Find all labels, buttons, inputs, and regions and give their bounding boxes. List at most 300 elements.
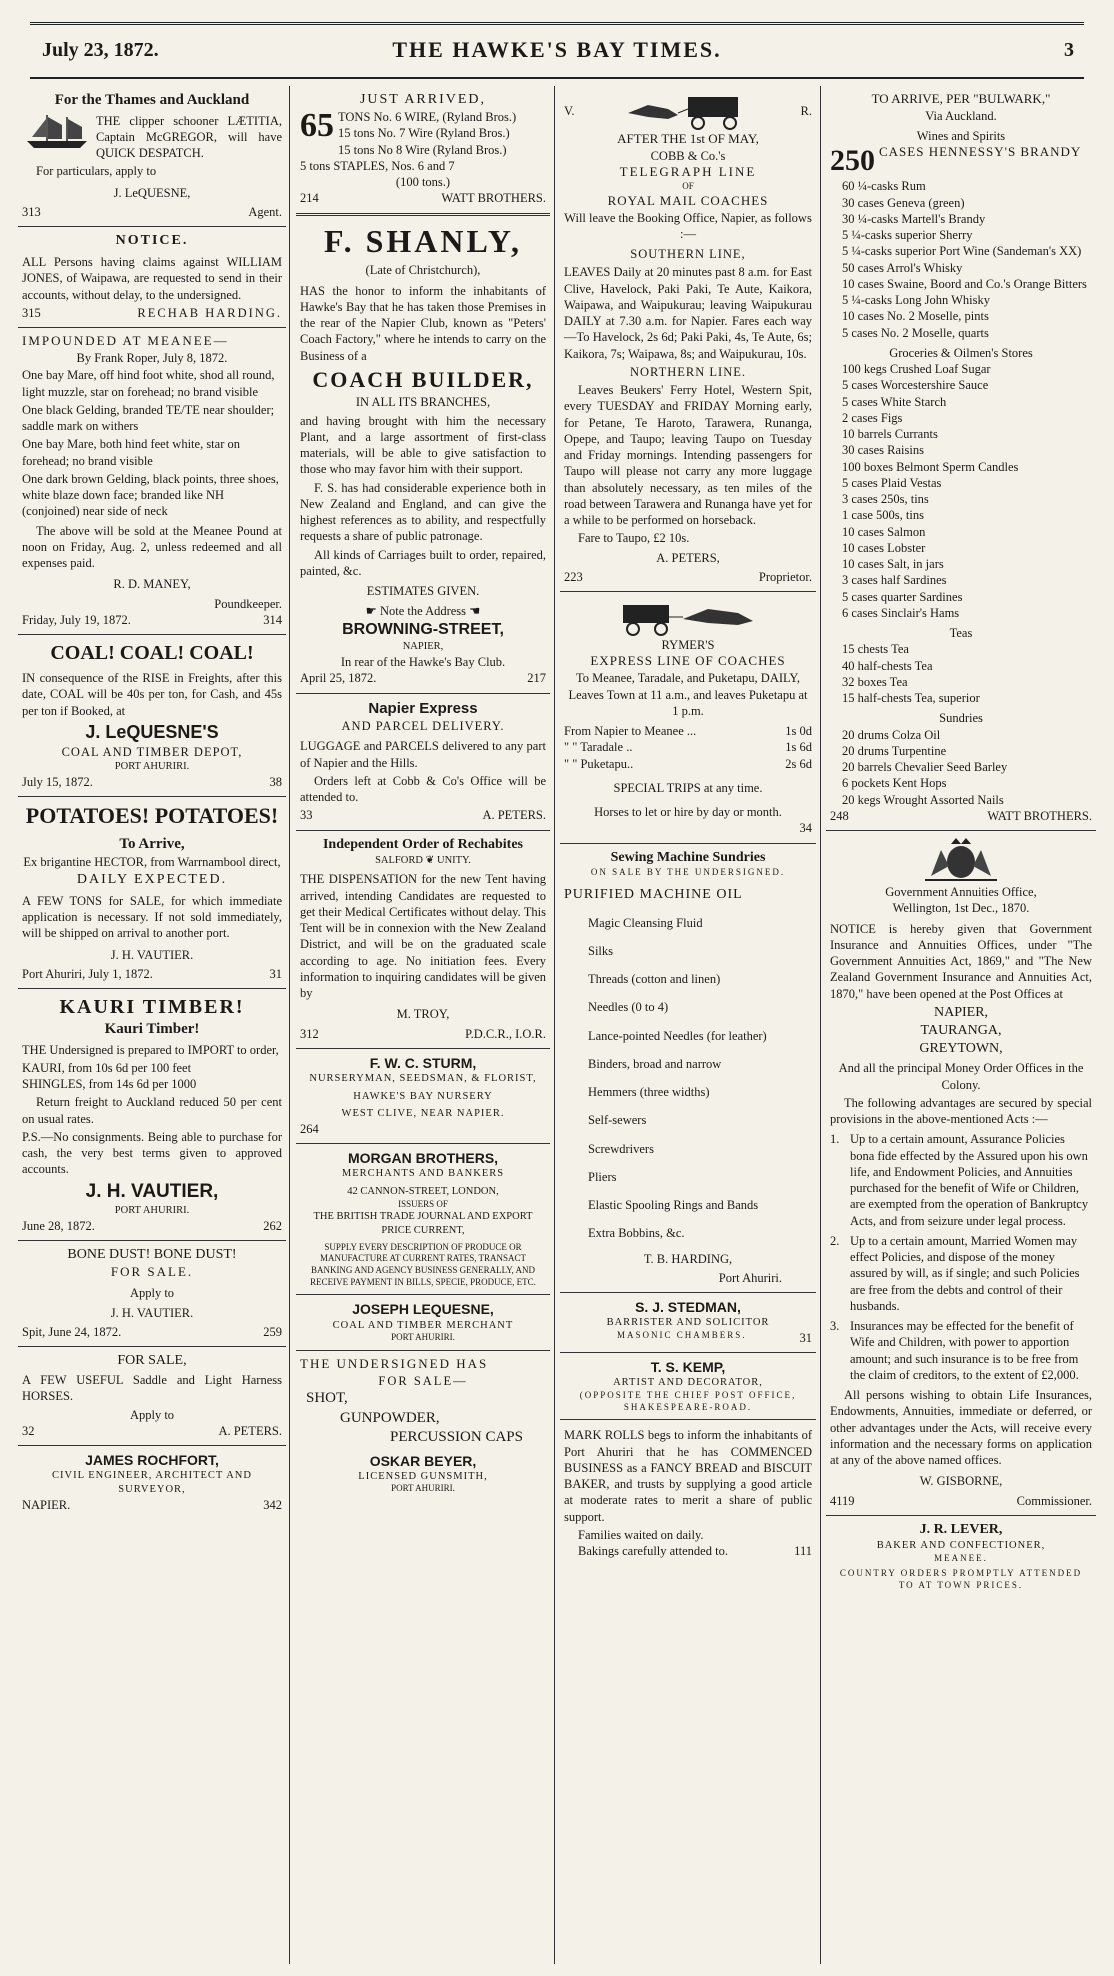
- ad-number: 217: [527, 671, 546, 686]
- ad-body: THE DISPENSATION for the new Tent having arrived, intending Candidates are requested to get their Medical Certificates without delay. This Tent will be in connexion with the New Zealand District, and will be on the graduated scale according to age. No initiation fees. Every information to inquiring candidates will be given by: [300, 872, 546, 1001]
- ad-signature: RECHAB HARDING.: [137, 305, 282, 320]
- ad-number: 34: [799, 821, 812, 836]
- ad-role: Agent.: [248, 204, 282, 219]
- column-rule: [554, 86, 555, 1964]
- ad-heading: JOSEPH LEQUESNE,: [352, 1301, 494, 1318]
- ad-signature: J. H. VAUTIER,: [85, 1180, 219, 1202]
- ad-shanly: [296, 216, 550, 694]
- ad-rymer: [560, 592, 816, 843]
- ad-subheading: ON SALE BY THE UNDERSIGNED.: [590, 866, 786, 877]
- ad-horses: [18, 1347, 286, 1446]
- ad-heading: JUST ARRIVED,: [359, 92, 487, 107]
- ad-heading: T. S. KEMP,: [650, 1359, 726, 1376]
- list-item: 20 drums Colza Oil: [842, 727, 941, 742]
- item-text: Up to a certain amount, Married Women may effect Policies, and dispose of the money assured by will, as if single; and such Policies are free from the debts and control of their husbands.: [850, 1233, 1080, 1313]
- fare-price: 1s 0d: [785, 724, 812, 738]
- list-item: 10 barrels Currants: [842, 427, 938, 442]
- list-item: 6 cases Sinclair's Hams: [842, 605, 960, 620]
- impound-item: One bay Mare, both hind feet white, star on forehead; no brand visible: [22, 437, 240, 468]
- list-item: [830, 1131, 1092, 1229]
- ad-oil: PURIFIED MACHINE OIL: [564, 887, 743, 903]
- ad-item: PERCUSSION CAPS: [390, 1429, 523, 1446]
- sewing-item: Hemmers (three widths): [588, 1085, 710, 1100]
- sewing-item: Extra Bobbins, &c.: [588, 1226, 685, 1241]
- ad-place: Wellington, 1st Dec., 1870.: [892, 901, 1030, 916]
- ad-line: 15 tons No 8 Wire (Ryland Bros.): [338, 142, 507, 157]
- ad-apply: Apply to: [129, 1407, 175, 1422]
- list-item: 3 cases half Sardines: [842, 573, 947, 588]
- item-text: Up to a certain amount, Assurance Policies bona fide effected by the Assured upon his own life, and Endowment Policies, and Annuities purchased for the benefit of Wife or Children, are exempted from the operation of Bankruptcy Acts, and from seizure under legal process.: [850, 1132, 1089, 1228]
- ad-place: PORT AHURIRI.: [391, 1332, 455, 1343]
- ad-place: PORT AHURIRI.: [114, 761, 190, 773]
- ad-street: BROWNING-STREET,: [342, 620, 504, 638]
- ad-role: BAKER AND CONFECTIONER,: [876, 1540, 1046, 1552]
- ad-line: FOR SALE—: [378, 1373, 468, 1388]
- ad-heading: POTATOES! POTATOES!: [25, 803, 279, 829]
- ad-body: and having brought with him the necessary Plant, and a large assortment of first-class materials, will be able to give satisfaction to those who may favor him with their support.: [300, 413, 546, 477]
- fare-table: [564, 723, 812, 772]
- ad-bulwark: [826, 86, 1096, 831]
- ad-item: GUNPOWDER,: [340, 1409, 440, 1426]
- ad-number: 315: [22, 305, 41, 320]
- page-number: 3: [1064, 39, 1074, 61]
- ad-annuities: [826, 831, 1096, 1516]
- ad-body: Leaves Beukers' Ferry Hotel, Western Spit, every TUESDAY and FRIDAY Morning early, for Petane, Te Haroto, Tarawera, Runanga, Opepe, and Taupo; leaving Taupo on Tuesday and Friday mornings. Intending passengers for Taupo will please not carry any more luggage than absolutely necessary, as ten miles of the road between Tarawera and Runanga have yet for a while to be performed on horseback.: [564, 383, 812, 528]
- ad-lequesne: [296, 1295, 550, 1351]
- list-item: 1 case 500s, tins: [842, 508, 924, 523]
- ad-number: 31: [799, 1330, 812, 1345]
- ad-heading: NOTICE.: [115, 233, 189, 248]
- ad-line: Families waited on daily.: [578, 1527, 704, 1542]
- ad-body: MARK ROLLS begs to inform the inhabitants of Port Ahuriri that he has COMMENCED BUSINESS as a FANCY BREAD and BISCUIT BAKER, and trusts by supplying a good article at moderate rates to merit a share of public support.: [564, 1428, 812, 1524]
- list-item: [830, 1233, 1092, 1314]
- list-item: 5 ¼-casks Long John Whisky: [842, 293, 991, 308]
- list-item: 6 pockets Kent Hops: [842, 776, 947, 791]
- ad-northern: NORTHERN LINE.: [629, 364, 746, 379]
- ad-stedman: [560, 1293, 816, 1353]
- ad-body: A FEW TONS for SALE, for which immediate application is necessary. If not sold immediately, will be shipped on arrival to another port.: [22, 893, 282, 941]
- ad-number: 264: [300, 1122, 319, 1136]
- ad-body: The above will be sold at the Meanee Pound at noon on Friday, Aug. 2, unless redeemed and all expenses paid.: [22, 523, 282, 571]
- impound-list: [22, 366, 282, 520]
- fare-price: 1s 6d: [785, 740, 812, 755]
- ad-subheading: AND PARCEL DELIVERY.: [341, 719, 505, 734]
- ad-big-number: 250: [830, 144, 875, 178]
- fare-route: From Napier to Meanee ...: [564, 724, 697, 738]
- ad-role: Poundkeeper.: [214, 596, 282, 611]
- item-number: 3.: [830, 1319, 840, 1334]
- ad-signature: W. GISBORNE,: [919, 1474, 1003, 1489]
- ad-date: Port Ahuriri, July 1, 1872.: [22, 966, 153, 981]
- ad-place: MASONIC CHAMBERS.: [616, 1329, 747, 1340]
- ad-number: 312: [300, 1026, 319, 1041]
- ad-signature: T. B. HARDING,: [643, 1251, 733, 1266]
- ad-unity: [300, 854, 546, 868]
- ad-line: ROYAL MAIL COACHES: [607, 192, 769, 208]
- ad-supply: SUPPLY EVERY DESCRIPTION OF PRODUCE OR MANUFACTURE AT CURRENT RATES, TRANSACT BANKING AND AGENCY BUSINESS GENERALLY, AND RECEIVE PAYMENT IN BILLS, SPECIE, PRODUCE, ETC.: [310, 1241, 536, 1287]
- fare-row: [564, 739, 812, 755]
- ad-rechabites: [296, 831, 550, 1049]
- list-item: 5 cases Plaid Vestas: [842, 475, 942, 490]
- list-item: 5 cases quarter Sardines: [842, 589, 963, 604]
- ad-heading: F. SHANLY,: [323, 222, 523, 259]
- ad-note: [300, 603, 546, 619]
- ad-signature: JAMES ROCHFORT,: [85, 1452, 219, 1469]
- ad-number: 38: [269, 775, 282, 790]
- ad-thames-schooner: [18, 86, 286, 227]
- ad-body: F. S. has had considerable experience both in New Zealand and England, and can give the highest references as to ability, and respectfully requests a share of public patronage.: [300, 480, 546, 544]
- ad-role: LICENSED GUNSMITH,: [358, 1470, 488, 1482]
- ad-expected: DAILY EXPECTED.: [76, 871, 228, 887]
- ad-line: KAURI, from 10s 6d per 100 feet: [22, 1060, 192, 1075]
- ad-line: And all the principal Money Order Offices in the Colony.: [838, 1061, 1084, 1092]
- list-item: 20 kegs Wrought Assorted Nails: [842, 792, 1004, 807]
- ad-date: Friday, July 19, 1872.: [22, 612, 131, 627]
- ad-r-mark: R.: [800, 103, 812, 118]
- ad-signature: J. H. VAUTIER.: [110, 947, 194, 962]
- issue-date: July 23, 1872.: [42, 39, 159, 61]
- ad-body: THE Undersigned is prepared to IMPORT to order,: [22, 1042, 279, 1057]
- ad-body: Orders left at Cobb & Co's Office will be attended to.: [300, 773, 546, 805]
- ad-line: OF: [682, 181, 694, 192]
- ad-town: NAPIER,: [402, 641, 444, 653]
- ad-line: The following advantages are secured by special provisions in the above-mentioned Acts :—: [830, 1095, 1092, 1127]
- ad-rochfort: [18, 1446, 286, 1519]
- ad-number: 259: [263, 1324, 282, 1339]
- list-item: 15 chests Tea: [842, 642, 909, 657]
- newspaper-title: THE HAWKE'S BAY TIMES.: [392, 37, 722, 62]
- ad-place: NAPIER.: [22, 1497, 71, 1512]
- ad-signature: OSKAR BEYER,: [369, 1452, 477, 1469]
- ad-role: NURSERYMAN, SEEDSMAN, & FLORIST,: [309, 1073, 537, 1085]
- ad-place: PORT AHURIRI.: [391, 1483, 455, 1494]
- ad-sewing: [560, 844, 816, 1294]
- ad-line: TONS No. 6 WIRE, (Ryland Bros.): [338, 110, 517, 125]
- ad-role: BARRISTER AND SOLICITOR: [606, 1317, 770, 1329]
- list-item: 5 ¼-casks superior Sherry: [842, 228, 973, 243]
- ad-number: 31: [269, 966, 282, 981]
- ad-heading: EXPRESS LINE OF COACHES: [590, 653, 786, 669]
- ad-office: Government Annuities Office,: [885, 885, 1037, 900]
- ad-role: P.D.C.R., I.O.R.: [465, 1026, 546, 1041]
- ad-heading: MORGAN BROTHERS,: [347, 1150, 499, 1167]
- grocery-list: [830, 361, 1092, 621]
- ad-kauri-timber: [18, 989, 286, 1241]
- ad-lever: [826, 1516, 1096, 1598]
- ad-number: 248: [830, 808, 849, 823]
- ad-big-number: 65: [300, 107, 334, 145]
- list-item: 30 cases Raisins: [842, 443, 924, 458]
- sewing-item: Binders, broad and narrow: [588, 1056, 722, 1071]
- ad-heading: KAURI TIMBER!: [59, 996, 245, 1019]
- ad-v-mark: V.: [564, 103, 575, 118]
- ad-number: 262: [263, 1218, 282, 1233]
- ad-unity-label: UNITY.: [436, 854, 471, 866]
- column-3: [560, 86, 816, 1964]
- ad-line: 5 tons STAPLES, Nos. 6 and 7: [300, 158, 455, 173]
- ad-body: NOTICE is hereby given that Government Insurance and Annuities Offices, under "The Government Annuities Act, 1869," and "The New Zealand Government Insurance and Annuities Act, 1870," have been opened at the Post Offices at: [830, 921, 1092, 1001]
- sewing-item: Lance-pointed Needles (for leather): [588, 1028, 767, 1043]
- ad-heading: Independent Order of Rechabites: [322, 836, 524, 852]
- ad-heading: IMPOUNDED AT MEANEE—: [22, 333, 229, 349]
- fare-route: " " Taradale ..: [564, 740, 633, 755]
- sewing-item: Threads (cotton and linen): [588, 972, 721, 987]
- ad-via: Via Auckland.: [925, 108, 997, 123]
- ad-number: 4119: [830, 1493, 855, 1508]
- ad-heading: COAL! COAL! COAL!: [50, 642, 254, 665]
- pointing-hand-icon: ☚: [469, 604, 481, 619]
- ad-apply: For particulars, apply to: [36, 164, 157, 179]
- ad-number: 342: [263, 1497, 282, 1512]
- ad-signature: A. PETERS,: [656, 550, 720, 565]
- ad-orders: COUNTRY ORDERS PROMPTLY ATTENDED TO AT TOWN PRICES.: [839, 1568, 1083, 1591]
- ad-wire: [296, 86, 550, 216]
- ad-date: April 25, 1872.: [300, 671, 377, 686]
- list-item: 32 boxes Tea: [842, 674, 908, 689]
- list-item: 10 cases No. 2 Moselle, pints: [842, 309, 989, 324]
- ad-byline: By Frank Roper, July 8, 1872.: [76, 351, 228, 366]
- ad-body: A FEW USEFUL Saddle and Light Harness HORSES.: [22, 1373, 282, 1404]
- ad-line: Will leave the Booking Office, Napier, as follows :—: [564, 210, 812, 241]
- ad-trade: COACH BUILDER,: [312, 366, 534, 392]
- ad-fare: Fare to Taupo, £2 10s.: [578, 531, 690, 546]
- ad-item: SHOT,: [306, 1390, 348, 1407]
- ad-heading: J. R. LEVER,: [919, 1521, 1003, 1537]
- ad-potatoes: [18, 797, 286, 989]
- ad-body: THE clipper schooner LÆTITIA, Captain McGREGOR, will have QUICK DESPATCH.: [96, 113, 282, 160]
- advantages-list: [830, 1131, 1092, 1383]
- list-item: 5 ¼-casks superior Port Wine (Sandeman's XX): [842, 244, 1082, 259]
- column-4: [826, 86, 1096, 1964]
- ad-mark-rolls: [560, 1420, 816, 1565]
- ad-beyer: [296, 1351, 550, 1501]
- ad-number: 313: [22, 204, 41, 219]
- ad-place: WEST CLIVE, NEAR NAPIER.: [341, 1108, 505, 1120]
- list-item: 10 cases Lobster: [842, 540, 926, 555]
- list-item: 100 boxes Belmont Sperm Candles: [842, 459, 1019, 474]
- list-item: 50 cases Arrol's Whisky: [842, 260, 963, 275]
- sewing-item: Pliers: [588, 1169, 617, 1184]
- ad-signature: A. PETERS.: [218, 1423, 282, 1438]
- section-teas: Teas: [949, 626, 973, 641]
- fare-row: [564, 723, 812, 739]
- section-wines: Wines and Spirits: [916, 129, 1006, 144]
- ad-place: MEANEE.: [934, 1552, 988, 1563]
- impound-item: One dark brown Gelding, black points, three shoes, white blaze down face; branded like NH (conjoined) near side of neck: [22, 471, 279, 519]
- fare-route: " " Puketapu..: [564, 756, 634, 771]
- list-item: 5 cases No. 2 Moselle, quarts: [842, 325, 989, 340]
- ad-role: MERCHANTS AND BANKERS: [341, 1168, 505, 1180]
- section-groceries: Groceries & Oilmen's Stores: [889, 345, 1033, 360]
- ad-horses: Horses to let or hire by day or month.: [594, 805, 782, 819]
- fare-price: 2s 6d: [785, 756, 812, 771]
- ad-town: NAPIER,: [933, 1004, 989, 1020]
- ad-salford: SALFORD: [375, 854, 423, 866]
- ad-heading: Sewing Machine Sundries: [610, 849, 766, 865]
- sewing-item: Screwdrivers: [588, 1141, 654, 1156]
- list-item: 10 cases Salt, in jars: [842, 557, 944, 572]
- ad-notice-jones: [18, 227, 286, 328]
- ad-line: Return freight to Auckland reduced 50 per cent on usual rates.: [22, 1095, 282, 1126]
- ad-heading: FOR SALE,: [117, 1353, 187, 1369]
- list-item: 5 cases Worcestershire Sauce: [842, 378, 989, 393]
- sewing-item: Needles (0 to 4): [588, 1000, 669, 1015]
- ad-cobb-coaches: [560, 86, 816, 592]
- ad-signature: RYMER'S: [661, 638, 715, 653]
- ad-subheading: Kauri Timber!: [104, 1021, 200, 1038]
- ad-signature: J. H. VAUTIER.: [110, 1305, 194, 1320]
- list-item: [830, 1318, 1092, 1383]
- column-rule: [820, 86, 821, 1964]
- ad-body: All kinds of Carriages built to order, repaired, painted, &c.: [300, 547, 546, 578]
- ad-role: COAL AND TIMBER MERCHANT: [332, 1319, 514, 1331]
- ad-body: LEAVES Daily at 20 minutes past 8 a.m. for East Clive, Havelock, Paki Paki, Te Aute, Kaikora, Waipawa, and Waipukurau; leaving Waipukurau DAILY at 7.30 a.m. for Napier. Fares each way—To Havelock, 2s 6d; Paki Paki, 4s, Te Aute, 6s; Kaikora, 7s; Waipawa, 8s; and Waipukurau, 10s.: [564, 265, 812, 361]
- ad-bone-dust: [18, 1241, 286, 1347]
- ad-place: Port Ahuriri.: [718, 1270, 782, 1285]
- ad-body: All persons wishing to obtain Life Insurances, Endowments, Annuities, immediate or deferred, or other advantages under the Acts, will receive every information and the necessary forms on application at any of the above named offices.: [830, 1388, 1092, 1468]
- ad-sale: FOR SALE.: [110, 1264, 194, 1280]
- ad-journal: THE BRITISH TRADE JOURNAL AND EXPORT PRICE CURRENT,: [313, 1211, 533, 1237]
- ad-heading: Napier Express: [368, 699, 478, 717]
- ad-addr: 42 CANNON-STREET, LONDON,: [347, 1186, 499, 1198]
- ad-line: SHINGLES, from 14s 6d per 1000: [22, 1077, 197, 1092]
- ad-heading: BONE DUST! BONE DUST!: [67, 1247, 237, 1263]
- ad-addr: (OPPOSITE THE CHIEF POST OFFICE, SHAKESPEARE-ROAD.: [579, 1389, 797, 1412]
- ad-date: June 28, 1872.: [22, 1218, 95, 1233]
- section-sundries: Sundries: [939, 711, 983, 726]
- ad-line: (100 tons.): [395, 175, 451, 190]
- ad-nursery: HAWKE'S BAY NURSERY: [353, 1090, 493, 1102]
- ad-impounded: [18, 328, 286, 635]
- list-item: 2 cases Figs: [842, 410, 903, 425]
- ad-number: 33: [300, 808, 313, 823]
- ad-subheading: To Meanee, Taradale, and Puketapu, DAILY,: [576, 671, 800, 686]
- ad-signature: WATT BROTHERS.: [441, 191, 546, 206]
- column-2: [296, 86, 550, 1964]
- ad-line: 15 tons No. 7 Wire (Ryland Bros.): [338, 126, 510, 141]
- item-text: Insurances may be effected for the benefit of Wife and Children, with power to apportion amount; and such insurance is to be free from the claim of creditors, to the extent of £2,000.: [850, 1319, 1079, 1382]
- ad-line: P.S.—No consignments. Being able to purchase for cash, the very best terms given to approved accounts.: [22, 1129, 282, 1177]
- emblem-icon: ❦: [425, 854, 435, 866]
- list-item: 40 half-chests Tea: [842, 658, 933, 673]
- list-item: 100 kegs Crushed Loaf Sugar: [842, 362, 991, 377]
- stagecoach-icon: [618, 91, 758, 131]
- ad-morgan: [296, 1144, 550, 1295]
- ad-date: Spit, June 24, 1872.: [22, 1324, 122, 1339]
- ad-rear: In rear of the Hawke's Bay Club.: [340, 655, 506, 670]
- fare-row: [564, 756, 812, 772]
- masthead: [30, 22, 1084, 79]
- list-item: 20 drums Turpentine: [842, 743, 947, 758]
- list-item: 5 cases White Starch: [842, 394, 947, 409]
- ad-number: 111: [794, 1544, 812, 1559]
- item-number: 2.: [830, 1233, 840, 1248]
- royal-coat-of-arms-icon: [901, 836, 1021, 884]
- ad-number: 214: [300, 191, 319, 206]
- ad-role: ARTIST AND DECORATOR,: [613, 1377, 763, 1389]
- ad-role: Proprietor.: [758, 569, 812, 584]
- ad-signature: R. D. MANEY,: [113, 577, 191, 592]
- coach-icon: [613, 597, 763, 637]
- impound-item: One black Gelding, branded TE/TE near shoulder; saddle mark on withers: [22, 402, 275, 434]
- ad-heading: F. W. C. STURM,: [369, 1054, 477, 1071]
- ad-apply: Apply to: [129, 1286, 175, 1301]
- list-item: 20 barrels Chevalier Seed Barley: [842, 760, 1008, 775]
- ad-estimates: ESTIMATES GIVEN.: [366, 584, 480, 599]
- ad-body: ALL Persons having claims against WILLIAM JONES, of Waipawa, are requested to send in their accounts, without delay, to the undersigned.: [22, 255, 282, 302]
- ad-signature: M. TROY,: [396, 1007, 450, 1022]
- sewing-item: Magic Cleansing Fluid: [588, 915, 703, 930]
- ad-line: THE UNDERSIGNED HAS: [300, 1355, 489, 1371]
- ad-body: LUGGAGE and PARCELS delivered to any part of Napier and the Hills.: [300, 739, 546, 770]
- sewing-item: Self-sewers: [588, 1113, 647, 1128]
- ad-signature: WATT BROTHERS.: [987, 808, 1092, 823]
- ad-subheading: To Arrive,: [119, 835, 185, 852]
- ad-note-label: Note the Address: [379, 604, 467, 619]
- ad-body: IN consequence of the RISE in Freights, after this date, COAL will be 40s per ton, for Cash, and 45s per ton if Booked, at: [22, 671, 282, 718]
- list-item: 30 ¼-casks Martell's Brandy: [842, 211, 986, 226]
- ad-issuers: ISSUERS OF: [398, 1198, 448, 1209]
- ad-special: SPECIAL TRIPS at any time.: [613, 780, 763, 795]
- ad-place: PORT AHURIRI.: [114, 1205, 190, 1217]
- list-item: 60 ¼-casks Rum: [842, 179, 926, 194]
- ad-branches: IN ALL ITS BRANCHES,: [355, 395, 491, 410]
- ad-number: 314: [263, 612, 282, 627]
- ad-line: COBB & Co.'s: [650, 148, 726, 163]
- ad-sturm: [296, 1049, 550, 1144]
- ad-heading: For the Thames and Auckland: [54, 92, 250, 108]
- ad-line: AFTER THE 1st OF MAY,: [617, 131, 759, 146]
- list-item: 10 cases Salmon: [842, 524, 926, 539]
- sewing-item: Silks: [588, 943, 614, 958]
- wine-list: [830, 178, 1092, 341]
- ad-kemp: [560, 1353, 816, 1420]
- list-item: 10 cases Swaine, Boord and Co.'s Orange Bitters: [842, 276, 1087, 291]
- ad-southern: SOUTHERN LINE,: [630, 247, 746, 262]
- ad-number: 32: [22, 1423, 35, 1438]
- ad-heading: TO ARRIVE, PER "BULWARK,": [871, 91, 1051, 106]
- pointing-hand-icon: ☛: [365, 604, 377, 619]
- list-item: 30 cases Geneva (green): [842, 195, 965, 210]
- ad-signature: J. LeQUESNE,: [113, 185, 191, 200]
- sundries-list: [830, 727, 1092, 808]
- ad-town: GREYTOWN,: [919, 1041, 1003, 1057]
- impound-item: One bay Mare, off hind foot white, shod all round, light muzzle, star on forehead; no brand visible: [22, 368, 275, 399]
- tea-list: [830, 641, 1092, 706]
- ad-signature: J. LeQUESNE'S: [85, 721, 219, 742]
- ad-ship: Ex brigantine HECTOR, from Warrnambool direct,: [23, 855, 281, 870]
- ad-role: CIVIL ENGINEER, ARCHITECT AND SURVEYOR,: [52, 1470, 252, 1496]
- column-1: [18, 86, 286, 1964]
- item-number: 1.: [830, 1132, 840, 1147]
- ad-coal: [18, 635, 286, 797]
- ad-date: July 15, 1872.: [22, 775, 93, 790]
- ad-depot: COAL AND TIMBER DEPOT,: [61, 745, 243, 760]
- list-item: 15 half-chests Tea, superior: [842, 691, 980, 706]
- ship-icon: [22, 111, 92, 151]
- ad-napier-express: [296, 694, 550, 831]
- ad-body: HAS the honor to inform the inhabitants of Hawke's Bay that he has taken those Premises in the rear of the Napier Club, known as "Peters' Coach Factory," where he intends to carry on the Business of a: [300, 283, 546, 363]
- ad-brandy: CASES HENNESSY'S BRANDY: [879, 144, 1082, 160]
- ad-line: TELEGRAPH LINE: [619, 164, 757, 180]
- list-item: 3 cases 250s, tins: [842, 492, 929, 507]
- ad-subheading: (Late of Christchurch),: [365, 263, 481, 278]
- sewing-item: Elastic Spooling Rings and Bands: [588, 1198, 759, 1213]
- ad-role: Commissioner.: [1016, 1493, 1092, 1508]
- ad-number: 223: [564, 569, 583, 584]
- ad-heading: S. J. STEDMAN,: [635, 1299, 741, 1316]
- sewing-items: [564, 909, 812, 1248]
